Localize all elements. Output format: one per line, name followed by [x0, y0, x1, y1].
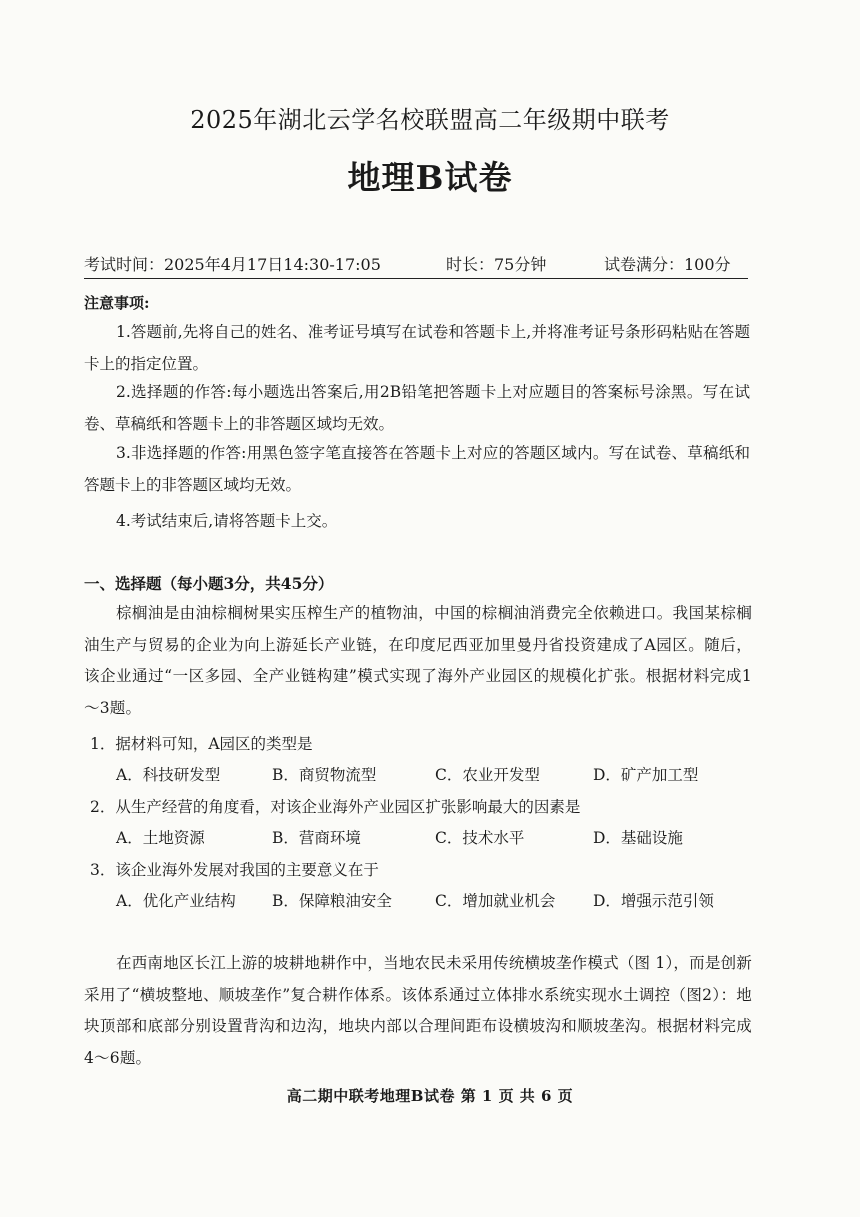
exam-duration: 时长：75分钟 — [446, 255, 547, 274]
question-3-option-b: B．保障粮油安全 — [272, 892, 392, 910]
question-2-option-c: C．技术水平 — [435, 829, 525, 847]
notice-item-1: 1.答题前,先将自己的姓名、准考证号填写在试卷和答题卡上,并将准考证号条形码粘贴在答题卡上的指定位置。 — [84, 323, 750, 373]
question-3-option-d: D．增强示范引领 — [593, 892, 714, 910]
question-1-options — [116, 763, 756, 787]
section-heading: 一、选择题（每小题3分，共45分） — [84, 574, 334, 593]
exam-subject-title: 地理B试卷 — [347, 158, 513, 197]
question-3-option-c: C．增加就业机会 — [435, 892, 556, 910]
notice-heading: 注意事项: — [84, 294, 150, 312]
question-2-option-d: D．基础设施 — [593, 829, 683, 847]
question-3-stem: 3．该企业海外发展对我国的主要意义在于 — [90, 861, 379, 879]
notice-item-3: 3.非选择题的作答:用黑色签字笔直接答在答题卡上对应的答题区域内。写在试卷、草稿纸和答题卡上的非答题区域均无效。 — [84, 444, 750, 494]
notice-item-4: 4.考试结束后,请将答题卡上交。 — [116, 512, 338, 530]
question-2-options — [116, 826, 756, 850]
question-2-stem: 2．从生产经营的角度看，对该企业海外产业园区扩张影响最大的因素是 — [90, 798, 581, 816]
question-1-stem: 1．据材料可知，A园区的类型是 — [90, 735, 313, 753]
material-passage-2: 在西南地区长江上游的坡耕地耕作中，当地农民未采用传统横坡垄作模式（图 1），而是创新采用了“横坡整地、顺坡垄作”复合耕作体系。该体系通过立体排水系统实现水土调控（图2）：地块顶部和底部分别设置背沟和边沟，地块内部以合理间距布设横坡沟和顺坡垄沟。根据材料完成4～6题。 — [84, 954, 752, 1067]
page-footer: 高二期中联考地理B试卷 第 1 页 共 6 页 — [286, 1087, 574, 1105]
exam-time: 考试时间：2025年4月17日14:30-17:05 — [84, 255, 381, 274]
exam-info-bar — [84, 252, 748, 279]
exam-full-score: 试卷满分：100分 — [604, 255, 731, 274]
question-1-option-a: A．科技研发型 — [116, 766, 221, 784]
exam-title: 2025年湖北云学名校联盟高二年级期中联考 — [190, 106, 670, 134]
notice-item-2: 2.选择题的作答:每小题选出答案后,用2B铅笔把答题卡上对应题目的答案标号涂黑。写在试卷、草稿纸和答题卡上的非答题区域均无效。 — [84, 383, 750, 433]
question-1-option-b: B．商贸物流型 — [272, 766, 377, 784]
question-2-option-a: A．土地资源 — [116, 829, 205, 847]
question-2-option-b: B．营商环境 — [272, 829, 361, 847]
question-1-option-c: C．农业开发型 — [435, 766, 540, 784]
question-1-option-d: D．矿产加工型 — [593, 766, 699, 784]
question-3-option-a: A．优化产业结构 — [116, 892, 236, 910]
question-3-options — [116, 889, 756, 913]
material-passage-1: 棕榈油是由油棕榈树果实压榨生产的植物油，中国的棕榈油消费完全依赖进口。我国某棕榈油生产与贸易的企业为向上游延长产业链，在印度尼西亚加里曼丹省投资建成了A园区。随后，该企业通过“一区多园、全产业链构建”模式实现了海外产业园区的规模化扩张。根据材料完成1～3题。 — [84, 604, 752, 717]
